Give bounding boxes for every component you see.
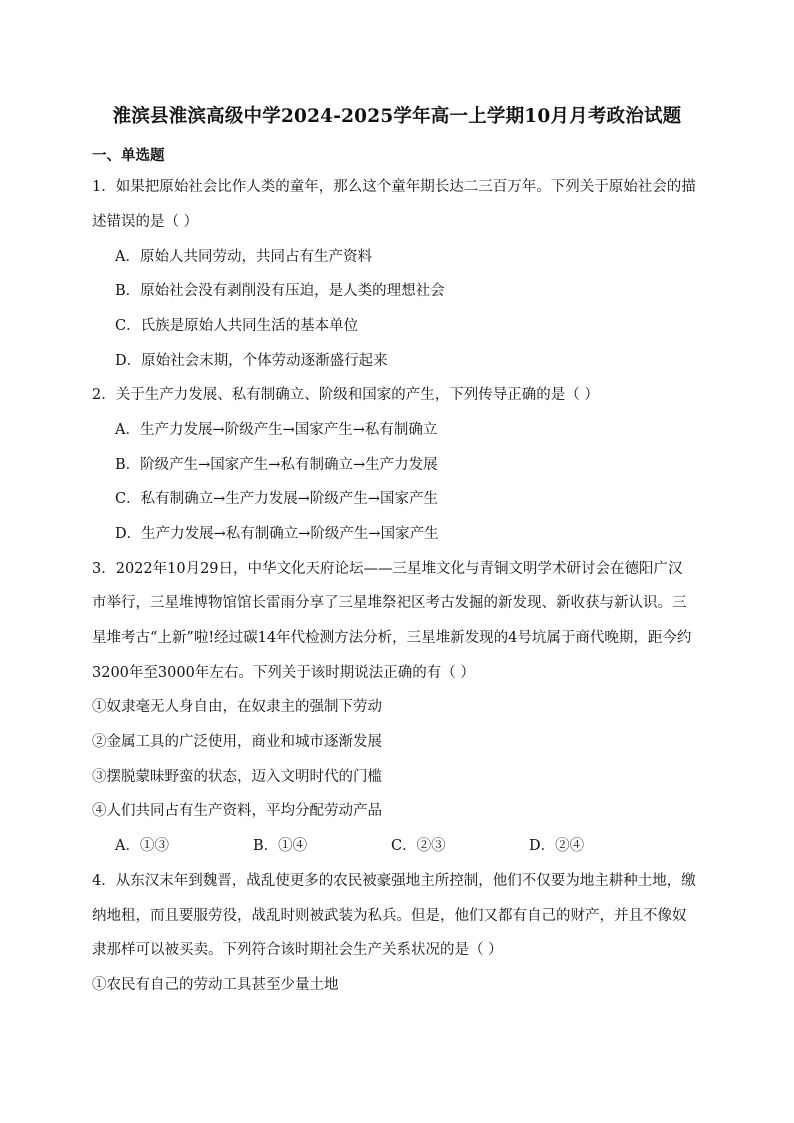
question-1-option-c: C．氏族是原始人共同生活的基本单位 <box>115 318 359 334</box>
question-1-line-2: 述错误的是（ ） <box>92 214 199 230</box>
question-4-item-1: ①农民有自己的劳动工具甚至少量土地 <box>92 977 339 993</box>
question-2-option-a: A．生产力发展→阶级产生→国家产生→私有制确立 <box>115 422 438 438</box>
question-3-item-2: ②金属工具的广泛使用，商业和城市逐渐发展 <box>92 734 382 750</box>
page-title: 淮滨县淮滨高级中学2024-2025学年高一上学期10月月考政治试题 <box>112 106 682 127</box>
question-1-option-b: B．原始社会没有剥削没有压迫，是人类的理想社会 <box>115 283 445 299</box>
question-1-option-d: D．原始社会末期，个体劳动逐渐盛行起来 <box>115 353 388 369</box>
question-3-choice-c: C．②③ <box>391 838 446 854</box>
question-3-line-4: 3200年至3000年左右。下列关于该时期说法正确的有（ ） <box>92 665 475 681</box>
question-3-choice-d: D．②④ <box>529 838 585 854</box>
question-4-line-1: 4．从东汉末年到魏晋，战乱使更多的农民被豪强地主所控制，他们不仅要为地主耕种土地，缴 <box>92 873 696 889</box>
question-3-choices <box>115 836 675 856</box>
question-3-line-2: 市举行，三星堆博物馆馆长雷雨分享了三星堆祭祀区考古发掘的新发现、新收获与新认识。三 <box>92 595 687 611</box>
question-3-item-3: ③摆脱蒙昧野蛮的状态，迈入文明时代的门槛 <box>92 769 382 785</box>
question-3-choice-b: B．①④ <box>253 838 308 854</box>
question-2-option-b: B．阶级产生→国家产生→私有制确立→生产力发展 <box>115 457 438 473</box>
question-4-line-3: 隶那样可以被买卖。下列符合该时期社会生产关系状况的是（ ） <box>92 942 503 958</box>
question-3-line-1: 3．2022年10月29日，中华文化天府论坛——三星堆文化与青铜文明学术研讨会在德阳广汉 <box>92 561 683 577</box>
question-4-line-2: 纳地租，而且要服劳役，战乱时则被武装为私兵。但是，他们又都有自己的财产，并且不像奴 <box>92 908 687 924</box>
question-3-choice-a: A．①③ <box>115 838 169 854</box>
question-1-option-a: A．原始人共同劳动，共同占有生产资料 <box>115 249 372 265</box>
question-2-line-1: 2．关于生产力发展、私有制确立、阶级和国家的产生，下列传导正确的是（ ） <box>92 387 599 403</box>
question-3-line-3: 星堆考古“上新”啦!经过碳14年代检测方法分析，三星堆新发现的4号坑属于商代晚期，距今约 <box>92 630 692 646</box>
question-2-option-c: C．私有制确立→生产力发展→阶级产生→国家产生 <box>115 491 439 507</box>
question-3-item-4: ④人们共同占有生产资料，平均分配劳动产品 <box>92 803 382 819</box>
question-3-item-1: ①奴隶毫无人身自由，在奴隶主的强制下劳动 <box>92 699 382 715</box>
question-2-option-d: D．生产力发展→私有制确立→阶级产生→国家产生 <box>115 526 439 542</box>
section-heading: 一、单选题 <box>92 147 165 164</box>
question-1-line-1: 1．如果把原始社会比作人类的童年，那么这个童年期长达二三百万年。下列关于原始社会的描 <box>92 179 696 195</box>
